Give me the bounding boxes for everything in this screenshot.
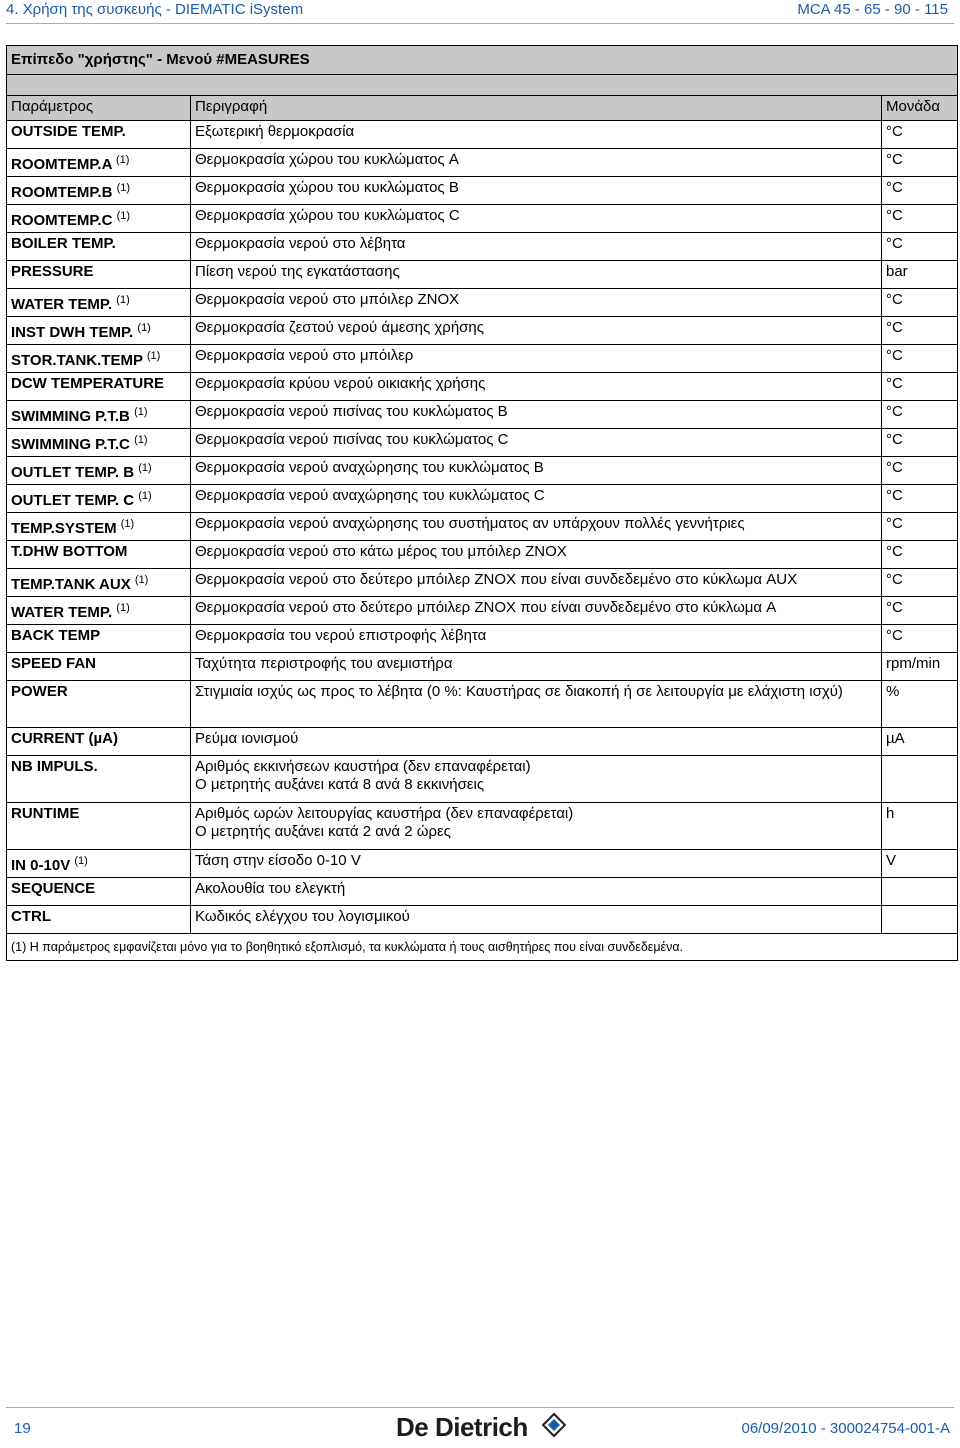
param-cell: [7, 803, 191, 850]
param-name: OUTLET TEMP. C: [11, 492, 135, 509]
de-dietrich-diamond-logo-icon: [542, 1413, 566, 1437]
unit-cell: °C: [882, 317, 958, 345]
description-text: Αριθμός ωρών λειτουργίας καυστήρα (δεν επαναφέρεται): [195, 805, 574, 822]
description-cell: [191, 681, 882, 728]
table-row: [7, 289, 958, 317]
description-text: Θερμοκρασία χώρου του κυκλώματος B: [195, 179, 459, 196]
table-row: [7, 121, 958, 149]
param-name: DCW TEMPERATURE: [11, 375, 165, 392]
description-text: Ακολουθία του ελεγκτή: [195, 880, 346, 897]
param-cell: [7, 345, 191, 373]
unit-cell: [882, 878, 958, 906]
table-footnote: (1) Η παράμετρος εμφανίζεται μόνο για το βοηθητικό εξοπλισμό, τα κυκλώματα ή τους αισθητήρες που είναι συνδεδεμένα.: [7, 934, 958, 961]
table-row: [7, 261, 958, 289]
param-name: PRESSURE: [11, 263, 94, 280]
description-text: Θερμοκρασία του νερού επιστροφής λέβητα: [195, 627, 487, 644]
param-name: ROOMTEMP.B: [11, 184, 113, 201]
unit-cell: °C: [882, 345, 958, 373]
param-name: SPEED FAN: [11, 655, 97, 672]
footnote-ref: (1): [116, 154, 130, 166]
unit-cell: °C: [882, 121, 958, 149]
description-text: Θερμοκρασία νερού στο μπόιλερ ZNOX: [195, 291, 460, 308]
unit-cell: °C: [882, 457, 958, 485]
description-cell: [191, 457, 882, 485]
unit-cell: °C: [882, 569, 958, 597]
description-text: Θερμοκρασία νερού αναχώρησης του κυκλώματος C: [195, 487, 545, 504]
param-name: POWER: [11, 683, 68, 700]
param-cell: [7, 513, 191, 541]
unit-cell: °C: [882, 597, 958, 625]
description-cell: [191, 485, 882, 513]
footnote-ref: (1): [134, 434, 148, 446]
description-text: Κωδικός ελέγχου του λογισμικού: [195, 908, 410, 925]
table-row: [7, 653, 958, 681]
param-name: T.DHW BOTTOM: [11, 543, 128, 560]
unit-cell: V: [882, 850, 958, 878]
param-cell: [7, 121, 191, 149]
table-row: [7, 149, 958, 177]
unit-cell: h: [882, 803, 958, 850]
unit-cell: bar: [882, 261, 958, 289]
description-cell: [191, 149, 882, 177]
param-cell: [7, 681, 191, 728]
param-cell: [7, 149, 191, 177]
param-cell: [7, 728, 191, 756]
table-title: Επίπεδο "χρήστης" - Μενού #MEASURES: [7, 46, 958, 75]
param-cell: [7, 756, 191, 803]
table-row: [7, 233, 958, 261]
description-text: Θερμοκρασία νερού πισίνας του κυκλώματος C: [195, 431, 509, 448]
param-cell: [7, 205, 191, 233]
chapter-title: 4. Χρήση της συσκευής - DIEMATIC iSystem: [6, 1, 304, 18]
param-name: WATER TEMP.: [11, 604, 113, 621]
description-text: Θερμοκρασία κρύου νερού οικιακής χρήσης: [195, 375, 486, 392]
unit-cell: °C: [882, 373, 958, 401]
description-text: Θερμοκρασία νερού στο κάτω μέρος του μπόιλερ ZNOX: [195, 543, 567, 560]
unit-cell: µA: [882, 728, 958, 756]
param-cell: [7, 317, 191, 345]
table-row: [7, 485, 958, 513]
param-name: ROOMTEMP.C: [11, 212, 113, 229]
param-name: INST DWH TEMP.: [11, 324, 134, 341]
description-cell: [191, 597, 882, 625]
table-row: [7, 177, 958, 205]
column-header-row: [7, 96, 958, 121]
description-text: Θερμοκρασία νερού στο λέβητα: [195, 235, 406, 252]
description-text: Θερμοκρασία νερού στο δεύτερο μπόιλερ ZNOX που είναι συνδεδεμένο στο κύκλωμα A: [195, 599, 777, 616]
unit-cell: °C: [882, 513, 958, 541]
param-name: OUTSIDE TEMP.: [11, 123, 126, 140]
unit-cell: rpm/min: [882, 653, 958, 681]
footnote-ref: (1): [138, 462, 152, 474]
description-text: Εξωτερική θερμοκρασία: [195, 123, 355, 140]
description-text: Θερμοκρασία νερού στο δεύτερο μπόιλερ ZNOX που είναι συνδεδεμένο στο κύκλωμα AUX: [195, 571, 798, 588]
unit-cell: °C: [882, 401, 958, 429]
header-divider: [6, 23, 954, 24]
param-cell: [7, 653, 191, 681]
table-row: [7, 205, 958, 233]
column-header-desc: Περιγραφή: [191, 96, 882, 121]
param-name: NB IMPULS.: [11, 758, 98, 775]
param-cell: [7, 289, 191, 317]
table-row: [7, 681, 958, 728]
description-cell: [191, 513, 882, 541]
unit-cell: °C: [882, 149, 958, 177]
description-cell: [191, 289, 882, 317]
description-text-line2: Ο μετρητής αυξάνει κατά 2 ανά 2 ώρες: [195, 823, 451, 840]
description-cell: [191, 906, 882, 934]
description-text: Στιγμιαία ισχύς ως προς το λέβητα (0 %: Καυστήρας σε διακοπή ή σε λειτουργία με ελάχιστη ισχύ): [195, 683, 843, 700]
unit-cell: °C: [882, 541, 958, 569]
measures-table: [6, 45, 958, 961]
param-cell: [7, 457, 191, 485]
param-cell: [7, 177, 191, 205]
description-cell: [191, 261, 882, 289]
param-name: TEMP.SYSTEM: [11, 520, 117, 537]
table-row: [7, 401, 958, 429]
footnote-ref: (1): [116, 182, 131, 194]
footer-divider: [6, 1407, 954, 1408]
footnote-ref: (1): [116, 210, 131, 222]
table-row: [7, 597, 958, 625]
description-text: Τάση στην είσοδο 0-10 V: [195, 852, 361, 869]
description-cell: [191, 233, 882, 261]
description-cell: [191, 625, 882, 653]
table-row: [7, 878, 958, 906]
footnote-ref: (1): [134, 406, 148, 418]
footnote-ref: (1): [116, 294, 130, 306]
unit-cell: °C: [882, 205, 958, 233]
description-cell: [191, 317, 882, 345]
description-text: Θερμοκρασία νερού πισίνας του κυκλώματος B: [195, 403, 508, 420]
unit-cell: %: [882, 681, 958, 728]
param-cell: [7, 878, 191, 906]
table-row: [7, 345, 958, 373]
param-cell: [7, 485, 191, 513]
description-text: Αριθμός εκκινήσεων καυστήρα (δεν επαναφέρεται): [195, 758, 531, 775]
param-cell: [7, 625, 191, 653]
description-text: Θερμοκρασία νερού αναχώρησης του κυκλώματος B: [195, 459, 544, 476]
param-cell: [7, 429, 191, 457]
param-name: IN 0-10V: [11, 857, 71, 874]
table-title-row: [7, 46, 958, 75]
param-cell: [7, 569, 191, 597]
unit-cell: °C: [882, 485, 958, 513]
unit-cell: [882, 906, 958, 934]
description-cell: [191, 756, 882, 803]
param-cell: [7, 373, 191, 401]
description-text: Ρεύμα ιονισμού: [195, 730, 299, 747]
column-header-unit: Μονάδα: [882, 96, 958, 121]
footnote-ref: (1): [146, 350, 161, 362]
param-name: SWIMMING P.T.C: [11, 436, 130, 453]
description-text: Θερμοκρασία νερού αναχώρησης του συστήματος αν υπάρχουν πολλές γεννήτριες: [195, 515, 745, 532]
description-cell: [191, 569, 882, 597]
footnote-row: [7, 934, 958, 961]
description-cell: [191, 177, 882, 205]
table-row: [7, 728, 958, 756]
description-text-line2: Ο μετρητής αυξάνει κατά 8 ανά 8 εκκινήσεις: [195, 776, 485, 793]
unit-cell: °C: [882, 429, 958, 457]
description-text: Θερμοκρασία χώρου του κυκλώματος C: [195, 207, 460, 224]
table-row: [7, 756, 958, 803]
table-row: [7, 850, 958, 878]
param-name: STOR.TANK.TEMP: [11, 352, 143, 369]
brand-name: De Dietrich: [396, 1412, 528, 1442]
table-row: [7, 317, 958, 345]
param-cell: [7, 906, 191, 934]
column-header-param: Παράμετρος: [7, 96, 191, 121]
unit-cell: °C: [882, 177, 958, 205]
table-row: [7, 906, 958, 934]
table-spacer-row: [7, 75, 958, 96]
table-row: [7, 541, 958, 569]
description-cell: [191, 205, 882, 233]
page-number: 19: [14, 1420, 31, 1437]
description-cell: [191, 878, 882, 906]
param-name: RUNTIME: [11, 805, 80, 822]
description-cell: [191, 803, 882, 850]
brand-logo: [396, 1411, 566, 1445]
description-cell: [191, 541, 882, 569]
param-name: CTRL: [11, 908, 51, 925]
table-row: [7, 429, 958, 457]
param-name: TEMP.TANK AUX: [11, 576, 131, 593]
param-cell: [7, 401, 191, 429]
param-cell: [7, 850, 191, 878]
footnote-ref: (1): [134, 574, 149, 586]
page-header: [6, 0, 954, 22]
param-cell: [7, 261, 191, 289]
param-name: SEQUENCE: [11, 880, 96, 897]
unit-cell: [882, 756, 958, 803]
table-row: [7, 569, 958, 597]
param-cell: [7, 597, 191, 625]
unit-cell: °C: [882, 289, 958, 317]
footnote-ref: (1): [138, 490, 152, 502]
description-cell: [191, 429, 882, 457]
description-cell: [191, 373, 882, 401]
param-cell: [7, 541, 191, 569]
param-name: OUTLET TEMP. B: [11, 464, 135, 481]
description-text: Θερμοκρασία χώρου του κυκλώματος A: [195, 151, 459, 168]
footnote-ref: (1): [120, 518, 135, 530]
param-name: BOILER TEMP.: [11, 235, 116, 252]
table-row: [7, 625, 958, 653]
footnote-ref: (1): [74, 855, 88, 867]
description-text: Πίεση νερού της εγκατάστασης: [195, 263, 400, 280]
param-name: ROOMTEMP.A: [11, 156, 112, 173]
unit-cell: °C: [882, 233, 958, 261]
table-row: [7, 803, 958, 850]
footnote-ref: (1): [116, 602, 130, 614]
description-text: Θερμοκρασία νερού στο μπόιλερ: [195, 347, 414, 364]
description-text: Ταχύτητα περιστροφής του ανεμιστήρα: [195, 655, 453, 672]
table-row: [7, 457, 958, 485]
description-text: Θερμοκρασία ζεστού νερού άμεσης χρήσης: [195, 319, 484, 336]
description-cell: [191, 653, 882, 681]
table-row: [7, 513, 958, 541]
param-name: BACK TEMP: [11, 627, 101, 644]
param-name: SWIMMING P.T.B: [11, 408, 130, 425]
description-cell: [191, 345, 882, 373]
description-cell: [191, 401, 882, 429]
document-reference: 06/09/2010 - 300024754-001-A: [741, 1420, 950, 1437]
description-cell: [191, 121, 882, 149]
description-cell: [191, 850, 882, 878]
table-row: [7, 373, 958, 401]
param-name: CURRENT (µA): [11, 730, 118, 747]
model-range: MCA 45 - 65 - 90 - 115: [797, 1, 948, 18]
param-cell: [7, 233, 191, 261]
description-cell: [191, 728, 882, 756]
unit-cell: °C: [882, 625, 958, 653]
footnote-ref: (1): [137, 322, 151, 334]
param-name: WATER TEMP.: [11, 296, 113, 313]
